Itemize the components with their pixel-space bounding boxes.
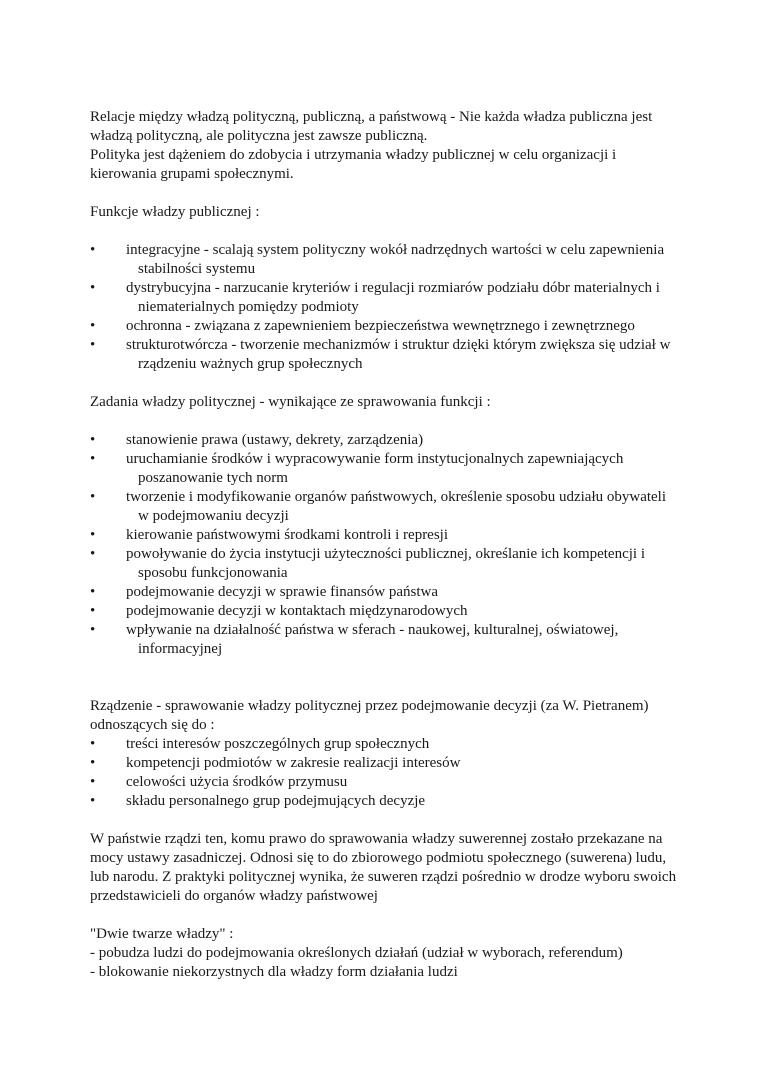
list-item-text: strukturotwórcza - tworzenie mechanizmów i struktur dzięki którym zwiększa się udział w rządzeniu ważnych grup społecznych (126, 337, 671, 372)
list-item (90, 545, 680, 583)
bullet-icon: • (90, 603, 96, 619)
list-item (90, 450, 680, 488)
list-item (90, 773, 680, 792)
bullet-icon: • (90, 774, 96, 790)
list-item-text: celowości użycia środków przymusu (126, 774, 348, 790)
list-item-text: treści interesów poszczególnych grup społecznych (126, 736, 430, 752)
zadania-heading: Zadania władzy politycznej - wynikające ze sprawowania funkcji : (90, 394, 491, 410)
bullet-icon: • (90, 527, 96, 543)
rzadzenie-heading: Rządzenie - sprawowanie władzy politycznej przez podejmowanie decyzji (za W. Pietranem) odnoszących się do : (90, 698, 649, 733)
document-body (90, 108, 680, 982)
list-item (90, 602, 680, 621)
list-item-text: stanowienie prawa (ustawy, dekrety, zarządzenia) (126, 432, 424, 448)
list-item (90, 621, 680, 659)
spacer (90, 222, 680, 241)
rzadzenie-list (90, 735, 680, 811)
list-item (90, 317, 680, 336)
bullet-icon: • (90, 489, 96, 505)
bullet-icon: • (90, 622, 96, 638)
list-item-text: dystrybucyjna - narzucanie kryteriów i regulacji rozmiarów podziału dóbr materialnych i niematerialnych pomiędzy podmioty (126, 280, 660, 315)
twarze-heading: "Dwie twarze władzy" : (90, 926, 234, 942)
spacer (90, 412, 680, 431)
panstwo-paragraph: W państwie rządzi ten, komu prawo do sprawowania władzy suwerennej zostało przekazane na mocy ustawy zasadniczej. Odnosi się to do zbiorowego podmiotu społecznego (suwerena) ludu, lub narodu. Z praktyki politycznej wynika, że suweren rządzi pośrednio w drodze wyboru swoich przedstawicieli do organów władzy państwowej (90, 831, 677, 904)
list-item-text: powoływanie do życia instytucji użyteczności publicznej, określanie ich kompetencji i sposobu funkcjonowania (126, 546, 646, 581)
list-item-text: kierowanie państwowymi środkami kontroli i represji (126, 527, 449, 543)
list-item (90, 583, 680, 602)
list-item (90, 431, 680, 450)
bullet-icon: • (90, 584, 96, 600)
list-item-text: ochronna - związana z zapewnieniem bezpieczeństwa wewnętrznego i zewnętrznego (126, 318, 635, 334)
list-item-text: uruchamianie środków i wypracowywanie form instytucjonalnych zapewniających poszanowanie tych norm (126, 451, 624, 486)
bullet-icon: • (90, 242, 96, 258)
list-item-text: integracyjne - scalają system polityczny wokół nadrzędnych wartości w celu zapewnienia stabilności systemu (126, 242, 665, 277)
bullet-icon: • (90, 318, 96, 334)
funkcje-heading: Funkcje władzy publicznej : (90, 204, 260, 220)
list-item-text: wpływanie na działalność państwa w sferach - naukowej, kulturalnej, oświatowej, informacyjnej (126, 622, 619, 657)
twarze-line-1: - pobudza ludzi do podejmowania określonych działań (udział w wyborach, referendum) (90, 945, 623, 961)
list-item-text: kompetencji podmiotów w zakresie realizacji interesów (126, 755, 461, 771)
bullet-icon: • (90, 432, 96, 448)
bullet-icon: • (90, 451, 96, 467)
bullet-icon: • (90, 546, 96, 562)
bullet-icon: • (90, 280, 96, 296)
funkcje-list (90, 241, 680, 374)
list-item-text: składu personalnego grup podejmujących decyzje (126, 793, 426, 809)
intro-paragraph-1: Relacje między władzą polityczną, publiczną, a państwową - Nie każda władza publiczna jest władzą polityczną, ale polityczna jest zawsze publiczną. (90, 109, 653, 144)
intro-paragraph-2: Polityka jest dążeniem do zdobycia i utrzymania władzy publicznej w celu organizacji i kierowania grupami społecznymi. (90, 147, 617, 182)
list-item-text: podejmowanie decyzji w kontaktach międzynarodowych (126, 603, 468, 619)
list-item (90, 792, 680, 811)
list-item (90, 526, 680, 545)
list-item-text: podejmowanie decyzji w sprawie finansów państwa (126, 584, 438, 600)
spacer (90, 811, 680, 830)
list-item (90, 241, 680, 279)
list-item (90, 735, 680, 754)
list-item-text: tworzenie i modyfikowanie organów państwowych, określenie sposobu udziału obywateli w podejmowaniu decyzji (126, 489, 667, 524)
bullet-icon: • (90, 736, 96, 752)
spacer (90, 374, 680, 393)
list-item (90, 279, 680, 317)
list-item (90, 336, 680, 374)
twarze-line-2: - blokowanie niekorzystnych dla władzy form działania ludzi (90, 964, 458, 980)
list-item (90, 754, 680, 773)
zadania-list (90, 431, 680, 659)
bullet-icon: • (90, 793, 96, 809)
list-item (90, 488, 680, 526)
bullet-icon: • (90, 755, 96, 771)
spacer (90, 906, 680, 925)
spacer (90, 659, 680, 697)
spacer (90, 184, 680, 203)
bullet-icon: • (90, 337, 96, 353)
